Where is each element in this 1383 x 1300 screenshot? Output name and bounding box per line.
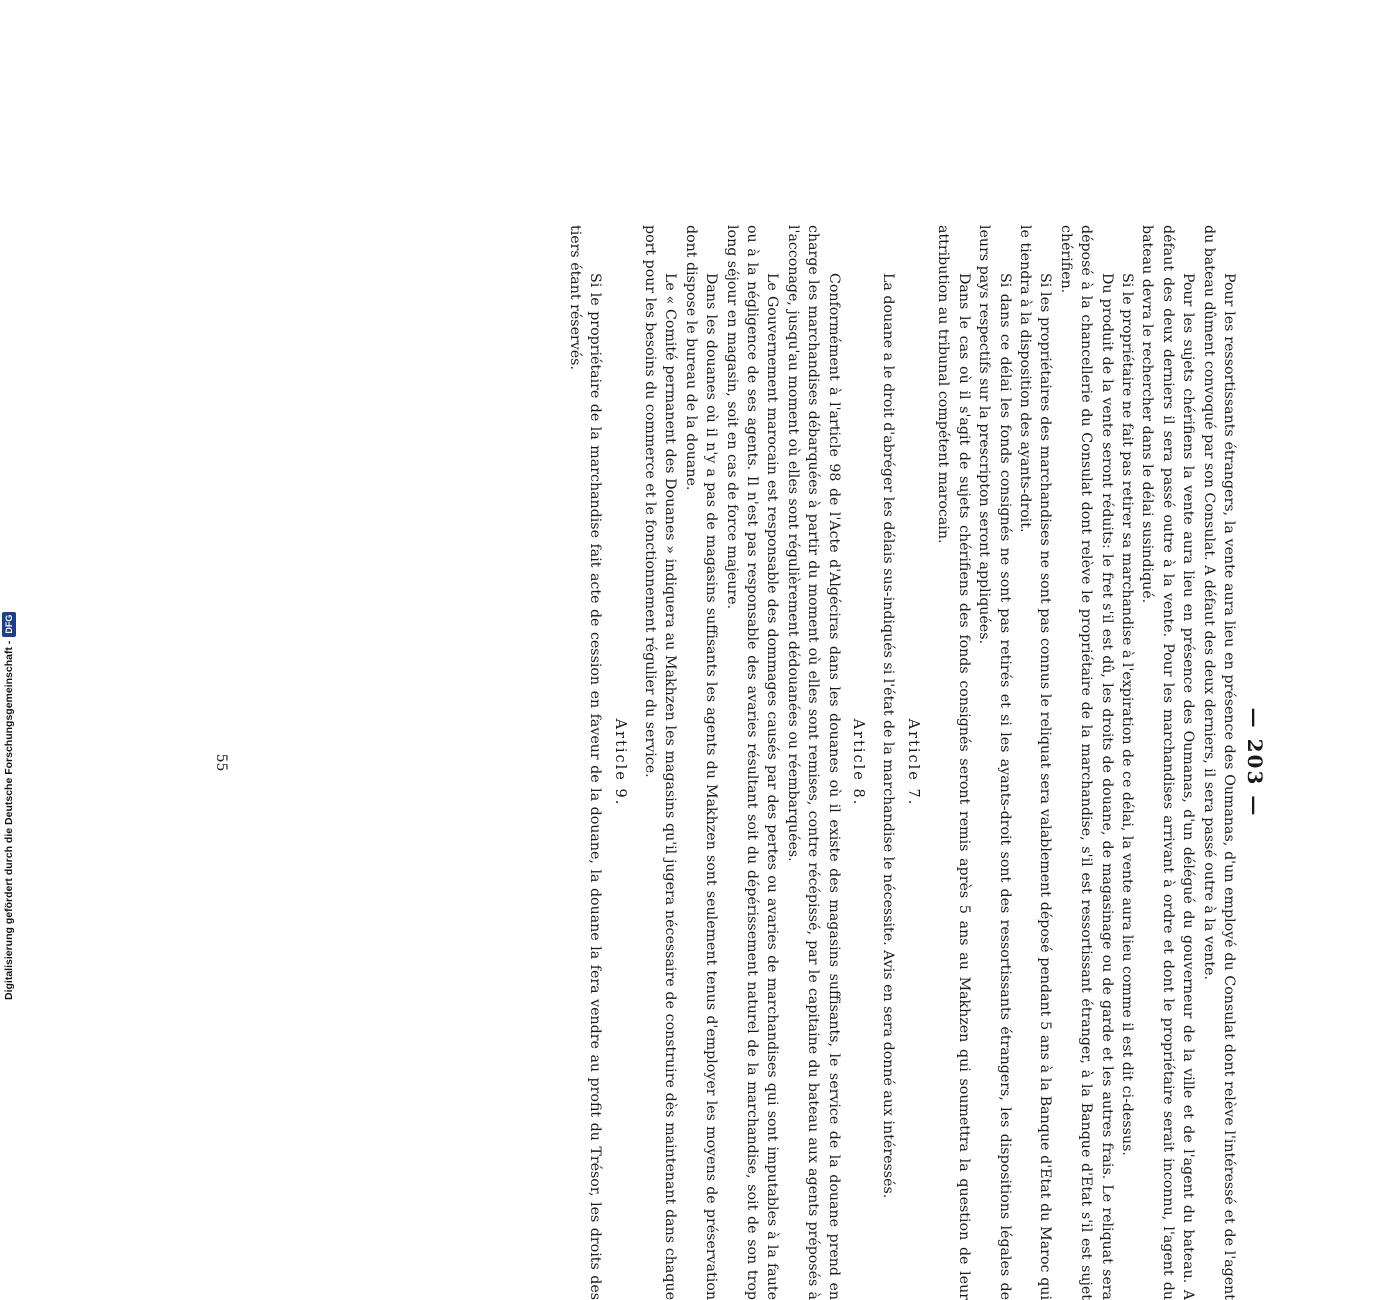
dfg-logo: DFG (2, 612, 16, 637)
paragraph: Dans le cas où il s'agit de sujets chérifiens des fonds consignés seront remis après 5 ans au Makhzen qui soumettra la question de leur attribution au tribunal compétent marocain. (935, 225, 972, 1300)
rotated-page (192, 225, 1267, 1300)
footer-page-number: 55 (213, 753, 229, 772)
paragraph: Pour les sujets chérifiens la vente aura lieu en présence des Oumanas, d'un délégué du gouverneur de la ville et de l'agent du bateau. A défaut des deux derniers il sera passé outre à la vente. Pour les marchandises arrivant à ordre et dont le propriétaire serait inconnu, l'agent du bateau devra le rechercher dans le délai susindiqué. (1139, 225, 1197, 1300)
page-inner (192, 225, 1267, 1300)
article-9-title: Article 9. (611, 718, 628, 807)
article-8-title: Article 8. (850, 718, 867, 807)
dfg-credit-strip (2, 600, 16, 1000)
dfg-credit (2, 600, 16, 1000)
dfg-credit-text: Digitalisierung gefördert durch die Deutsche Forschungsgemeinschaft - (3, 640, 15, 1000)
article-7-title: Article 7. (904, 718, 921, 807)
page-number: — 203 — (1243, 707, 1267, 818)
paragraph: Du produit de la vente seront réduits: le fret s'il est dû, les droits de douane, de magasinage ou de garde et les autres frais. Le reliquat sera déposé à la chancellerie du Consulat dont relève le propriétaire de la marchandise, s'il est ressortissant étranger, à la Banque d'Etat s'il est sujet chérifien. (1057, 225, 1115, 1300)
paragraph: Si dans ce délai les fonds consignés ne sont pas retirés et si les ayants-droit sont des ressortissants étrangers, les dispositions légales de leurs pays respectifs sur la prescripton seront appliquées. (976, 225, 1013, 1300)
paragraph: Si les propriétaires des marchandises ne sont pas connus le reliquat sera valablement déposé pendant 5 ans à la Banque d'Etat du Maroc qui le tiendra à la disposition des ayants-droit. (1016, 225, 1054, 1300)
article-9-paragraph: Si le propriétaire de la marchandise fait acte de cession en faveur de la douane, la douane la fera vendre au profit du Trésor, les droits des tiers étant réservés. (566, 225, 604, 1300)
paragraph: Pour les ressortissants étrangers, la vente aura lieu en présence des Oumanas, d'un employé du Consulat dont relève l'intéressé et de l'agent du bateau dûment convoqué par son Consulat. A défaut des deux derniers, il sera passé outre à la vente. (1200, 225, 1237, 1300)
article-8-paragraph: Le Gouvernement marocain est responsable des dommages causés par des pertes ou avaries de marchandises qui sont imputables à la faute ou à la négligence de ses agents. Il n'est pas responsable des avaries résultant soit du dépérissement naturel de la marchandise, soit de son trop long séjour en magasin, soit en cas de force majeure. (723, 225, 781, 1300)
paragraph: Si le propriétaire ne fait pas retirer sa marchandise à l'expiration de ce délai, la vente aura lieu comme il est dit ci-dessus. (1118, 273, 1135, 1156)
article-8-paragraph: Le « Comité permanent des Douanes » indiquera au Makhzen les magasins qu'il jugera nécessaire de construire dès maintenant dans chaque port pour les besoins du commerce et le fonctionnement régulier du service. (642, 225, 679, 1300)
article-8-paragraph: Conformément à l'article 98 de l'Acte d'Algéciras dans les douanes où il existe des magasins suffisants, le service de la douane prend en charge les marchandises débarquées à partir du moment où elles sont remises, contre récépissé, par le capitaine du bateau aux agents préposés à l'acconage, jusqu'au moment où elles sont régulièrement dédouanées ou réembarquées. (784, 225, 842, 1300)
article-8-paragraph: Dans les douanes où il n'y a pas de magasins suffisants les agents du Makhzen sont seulement tenus d'employer les moyens de préservation dont dispose le bureau de la douane. (682, 225, 720, 1300)
article-7-paragraph: La douane a le droit d'abréger les délais sus-indiqués si l'état de la marchandise le nécessite. Avis en sera donné aux intéressés. (880, 273, 897, 1199)
document-body (564, 225, 1239, 1300)
